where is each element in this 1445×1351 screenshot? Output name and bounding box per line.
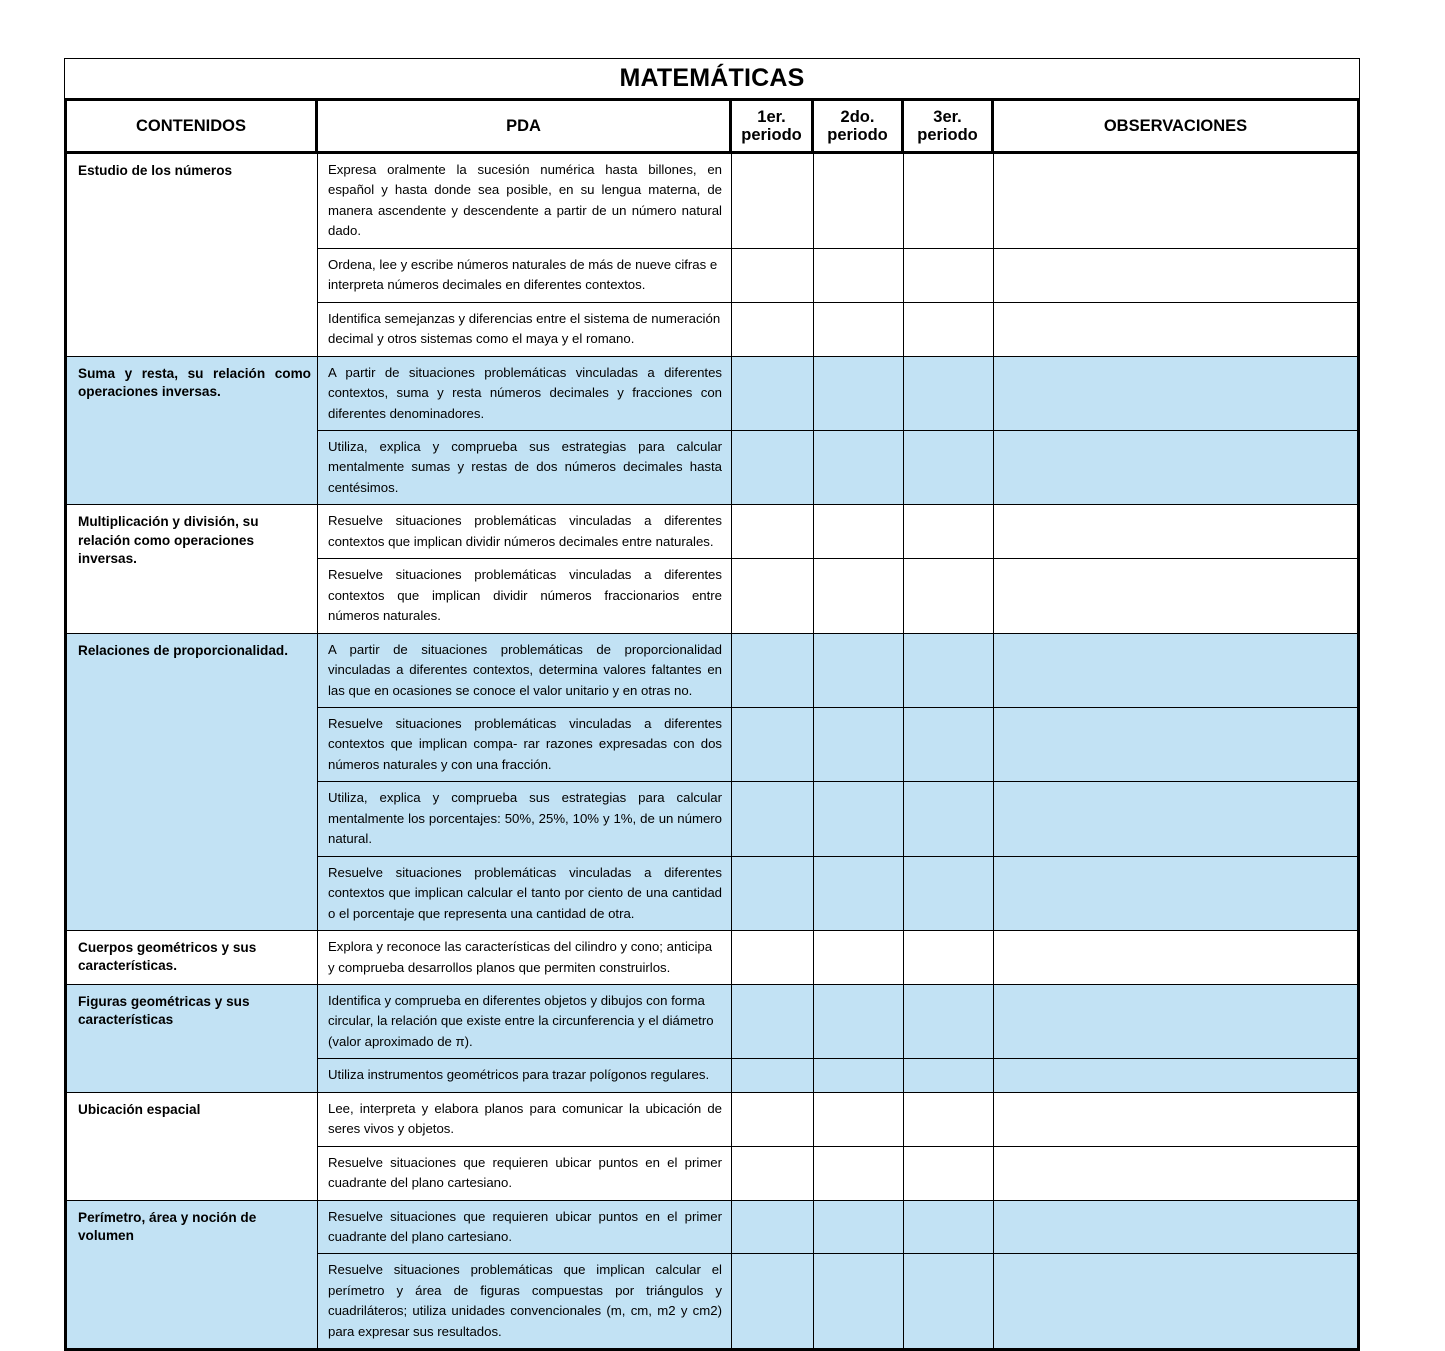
- periodo-2-cell[interactable]: [814, 357, 904, 430]
- contenido-cell: Figuras geométricas y sus características: [67, 985, 318, 1092]
- contenido-cell: Suma y resta, su relación como operaciones inversas.: [67, 357, 318, 505]
- periodo-2-cell[interactable]: [814, 1254, 904, 1348]
- table-row: [318, 357, 1357, 431]
- contenido-cell: Relaciones de proporcionalidad.: [67, 634, 318, 930]
- periodo-1-cell[interactable]: [732, 559, 814, 632]
- periodo-1-cell[interactable]: [732, 931, 814, 984]
- periodo-3-cell[interactable]: [904, 1254, 994, 1348]
- table-row: [318, 634, 1357, 708]
- pda-group: [318, 985, 1357, 1092]
- periodo-2-cell[interactable]: [814, 303, 904, 356]
- pda-cell: Utiliza, explica y comprueba sus estrategias para calcular mentalmente sumas y restas de dos números decimales hasta centésimos.: [318, 431, 732, 504]
- periodo-1-cell[interactable]: [732, 357, 814, 430]
- matematicas-table: [64, 58, 1360, 1351]
- periodo-1-cell[interactable]: [732, 1059, 814, 1091]
- periodo-2-cell[interactable]: [814, 708, 904, 781]
- content-section: [67, 154, 1357, 357]
- table-row: [318, 708, 1357, 782]
- pda-cell: Explora y reconoce las características del cilindro y cono; anticipa y comprueba desarrollos planos que permiten construirlos.: [318, 931, 732, 984]
- pda-group: [318, 1093, 1357, 1200]
- pda-group: [318, 154, 1357, 356]
- periodo-1-cell[interactable]: [732, 1201, 814, 1254]
- table-row: [318, 431, 1357, 504]
- periodo-3-cell[interactable]: [904, 1201, 994, 1254]
- pda-cell: Identifica y comprueba en diferentes objetos y dibujos con forma circular, la relación que existe entre la circunferencia y el diámetro (valor aproximado de π).: [318, 985, 732, 1058]
- observaciones-cell[interactable]: [994, 708, 1357, 781]
- periodo-3-cell[interactable]: [904, 303, 994, 356]
- pda-cell: Identifica semejanzas y diferencias entre el sistema de numeración decimal y otros sistemas como el maya y el romano.: [318, 303, 732, 356]
- periodo-1-line-2: periodo: [741, 126, 802, 144]
- content-section: [67, 1201, 1357, 1349]
- column-header-periodo-3: [904, 101, 994, 151]
- periodo-2-cell[interactable]: [814, 985, 904, 1058]
- periodo-3-cell[interactable]: [904, 634, 994, 707]
- content-section: [67, 634, 1357, 931]
- periodo-2-line-1: 2do.: [840, 107, 875, 126]
- periodo-1-line-1: 1er.: [757, 107, 786, 126]
- pda-cell: Utiliza, explica y comprueba sus estrategias para calcular mentalmente los porcentajes: 50%, 25%, 10% y 1%, de un número natural.: [318, 782, 732, 855]
- observaciones-cell[interactable]: [994, 857, 1357, 930]
- column-header-contenidos: CONTENIDOS: [67, 101, 318, 151]
- page-title: MATEMÁTICAS: [619, 64, 805, 92]
- observaciones-cell[interactable]: [994, 634, 1357, 707]
- table-row: [318, 249, 1357, 303]
- pda-cell: A partir de situaciones problemáticas de proporcionalidad vinculadas a diferentes contextos, determina valores faltantes en las que en ocasiones se conoce el valor unitario y en otras no.: [318, 634, 732, 707]
- periodo-1-cell[interactable]: [732, 1093, 814, 1146]
- periodo-1-cell[interactable]: [732, 985, 814, 1058]
- periodo-3-cell[interactable]: [904, 782, 994, 855]
- contenido-cell: Estudio de los números: [67, 154, 318, 356]
- periodo-3-cell[interactable]: [904, 985, 994, 1058]
- column-header-pda: PDA: [318, 101, 732, 151]
- content-section: [67, 985, 1357, 1093]
- periodo-2-cell[interactable]: [814, 559, 904, 632]
- pda-cell: Resuelve situaciones problemáticas vinculadas a diferentes contextos que implican dividir números fraccionarios entre números naturales.: [318, 559, 732, 632]
- pda-cell: Resuelve situaciones problemáticas que implican calcular el perímetro y área de figuras compuestas por triángulos y cuadriláteros; utiliza unidades convencionales (m, cm, m2 y cm2) para expresar sus resultados.: [318, 1254, 732, 1348]
- table-row: [318, 1093, 1357, 1147]
- periodo-3-cell[interactable]: [904, 1093, 994, 1146]
- pda-cell: Lee, interpreta y elabora planos para comunicar la ubicación de seres vivos y objetos.: [318, 1093, 732, 1146]
- pda-group: [318, 357, 1357, 505]
- pda-cell: Utiliza instrumentos geométricos para trazar polígonos regulares.: [318, 1059, 732, 1091]
- observaciones-cell[interactable]: [994, 1093, 1357, 1146]
- periodo-3-cell[interactable]: [904, 1147, 994, 1200]
- periodo-3-cell[interactable]: [904, 154, 994, 248]
- periodo-1-cell[interactable]: [732, 505, 814, 558]
- periodo-2-cell[interactable]: [814, 505, 904, 558]
- observaciones-cell[interactable]: [994, 1201, 1357, 1254]
- periodo-2-cell[interactable]: [814, 431, 904, 504]
- observaciones-cell[interactable]: [994, 559, 1357, 632]
- periodo-2-line-2: periodo: [827, 126, 888, 144]
- contenido-cell: Multiplicación y división, su relación como operaciones inversas.: [67, 505, 318, 632]
- periodo-2-cell[interactable]: [814, 857, 904, 930]
- periodo-3-cell[interactable]: [904, 1059, 994, 1091]
- periodo-3-cell[interactable]: [904, 357, 994, 430]
- observaciones-cell[interactable]: [994, 782, 1357, 855]
- observaciones-cell[interactable]: [994, 1254, 1357, 1348]
- periodo-1-cell[interactable]: [732, 857, 814, 930]
- periodo-1-cell[interactable]: [732, 782, 814, 855]
- periodo-1-cell[interactable]: [732, 634, 814, 707]
- periodo-2-cell[interactable]: [814, 154, 904, 248]
- pda-cell: Expresa oralmente la sucesión numérica hasta billones, en español y hasta donde sea posible, en su lengua materna, de manera ascendente y descendente a partir de un número natural dado.: [318, 154, 732, 248]
- table-row: [318, 1147, 1357, 1200]
- periodo-2-cell[interactable]: [814, 782, 904, 855]
- pda-cell: Resuelve situaciones que requieren ubicar puntos en el primer cuadrante del plano cartesiano.: [318, 1201, 732, 1254]
- contenido-cell: Ubicación espacial: [67, 1093, 318, 1200]
- periodo-3-line-2: periodo: [917, 126, 978, 144]
- table-row: [318, 857, 1357, 930]
- observaciones-cell[interactable]: [994, 357, 1357, 430]
- content-section: [67, 1093, 1357, 1201]
- periodo-1-cell[interactable]: [732, 154, 814, 248]
- periodo-2-cell[interactable]: [814, 1147, 904, 1200]
- observaciones-cell[interactable]: [994, 154, 1357, 248]
- content-section: [67, 357, 1357, 506]
- periodo-2-cell[interactable]: [814, 1201, 904, 1254]
- periodo-2-cell[interactable]: [814, 1059, 904, 1091]
- table-row: [318, 154, 1357, 249]
- observaciones-cell[interactable]: [994, 431, 1357, 504]
- periodo-2-cell[interactable]: [814, 1093, 904, 1146]
- periodo-1-cell[interactable]: [732, 1147, 814, 1200]
- column-header-observaciones: OBSERVACIONES: [1103, 116, 1248, 135]
- table-row: [318, 559, 1357, 632]
- periodo-2-cell[interactable]: [814, 931, 904, 984]
- periodo-3-cell[interactable]: [904, 249, 994, 302]
- table-row: [318, 505, 1357, 559]
- table-row: [318, 1201, 1357, 1255]
- pda-group: [318, 634, 1357, 930]
- pda-group: [318, 1201, 1357, 1349]
- column-header-periodo-2: [814, 101, 904, 151]
- periodo-3-line-1: 3er.: [933, 107, 962, 126]
- periodo-3-cell[interactable]: [904, 931, 994, 984]
- table-row: [318, 985, 1357, 1059]
- observaciones-cell[interactable]: [994, 1147, 1357, 1200]
- content-section: [67, 505, 1357, 633]
- pda-cell: Resuelve situaciones problemáticas vinculadas a diferentes contextos que implican dividir números decimales entre naturales.: [318, 505, 732, 558]
- observaciones-cell[interactable]: [994, 303, 1357, 356]
- table-row: [318, 1059, 1357, 1091]
- content-section: [67, 931, 1357, 985]
- periodo-2-cell[interactable]: [814, 634, 904, 707]
- periodo-3-cell[interactable]: [904, 708, 994, 781]
- periodo-3-cell[interactable]: [904, 431, 994, 504]
- pda-cell: Resuelve situaciones problemáticas vinculadas a diferentes contextos que implican calcular el tanto por ciento de una cantidad o el porcentaje que representa una cantidad de otra.: [318, 857, 732, 930]
- contenido-cell: Cuerpos geométricos y sus características.: [67, 931, 318, 984]
- table-row: [318, 782, 1357, 856]
- observaciones-cell[interactable]: [994, 249, 1357, 302]
- pda-group: [318, 931, 1357, 984]
- pda-cell: Resuelve situaciones que requieren ubicar puntos en el primer cuadrante del plano cartesiano.: [318, 1147, 732, 1200]
- pda-cell: Ordena, lee y escribe números naturales de más de nueve cifras e interpreta números decimales en diferentes contextos.: [318, 249, 732, 302]
- periodo-3-cell[interactable]: [904, 559, 994, 632]
- column-header-periodo-1: [732, 101, 814, 151]
- pda-group: [318, 505, 1357, 632]
- pda-cell: A partir de situaciones problemáticas vinculadas a diferentes contextos, suma y resta números decimales y fracciones con diferentes denominadores.: [318, 357, 732, 430]
- table-title-row: [64, 58, 1360, 98]
- periodo-1-cell[interactable]: [732, 708, 814, 781]
- table-row: [318, 1254, 1357, 1348]
- periodo-1-cell[interactable]: [732, 303, 814, 356]
- periodo-1-cell[interactable]: [732, 1254, 814, 1348]
- periodo-2-cell[interactable]: [814, 249, 904, 302]
- observaciones-cell[interactable]: [994, 985, 1357, 1058]
- periodo-3-cell[interactable]: [904, 505, 994, 558]
- contenido-cell: Perímetro, área y noción de volumen: [67, 1201, 318, 1349]
- periodo-1-cell[interactable]: [732, 249, 814, 302]
- table-row: [318, 303, 1357, 356]
- observaciones-cell[interactable]: [994, 505, 1357, 558]
- pda-cell: Resuelve situaciones problemáticas vinculadas a diferentes contextos que implican compa- rar razones expresadas con dos números naturales y con una fracción.: [318, 708, 732, 781]
- periodo-3-cell[interactable]: [904, 857, 994, 930]
- observaciones-cell[interactable]: [994, 931, 1357, 984]
- periodo-1-cell[interactable]: [732, 431, 814, 504]
- table-header-row: [64, 98, 1360, 154]
- table-row: [318, 931, 1357, 984]
- observaciones-cell[interactable]: [994, 1059, 1357, 1091]
- table-body: [64, 154, 1360, 1351]
